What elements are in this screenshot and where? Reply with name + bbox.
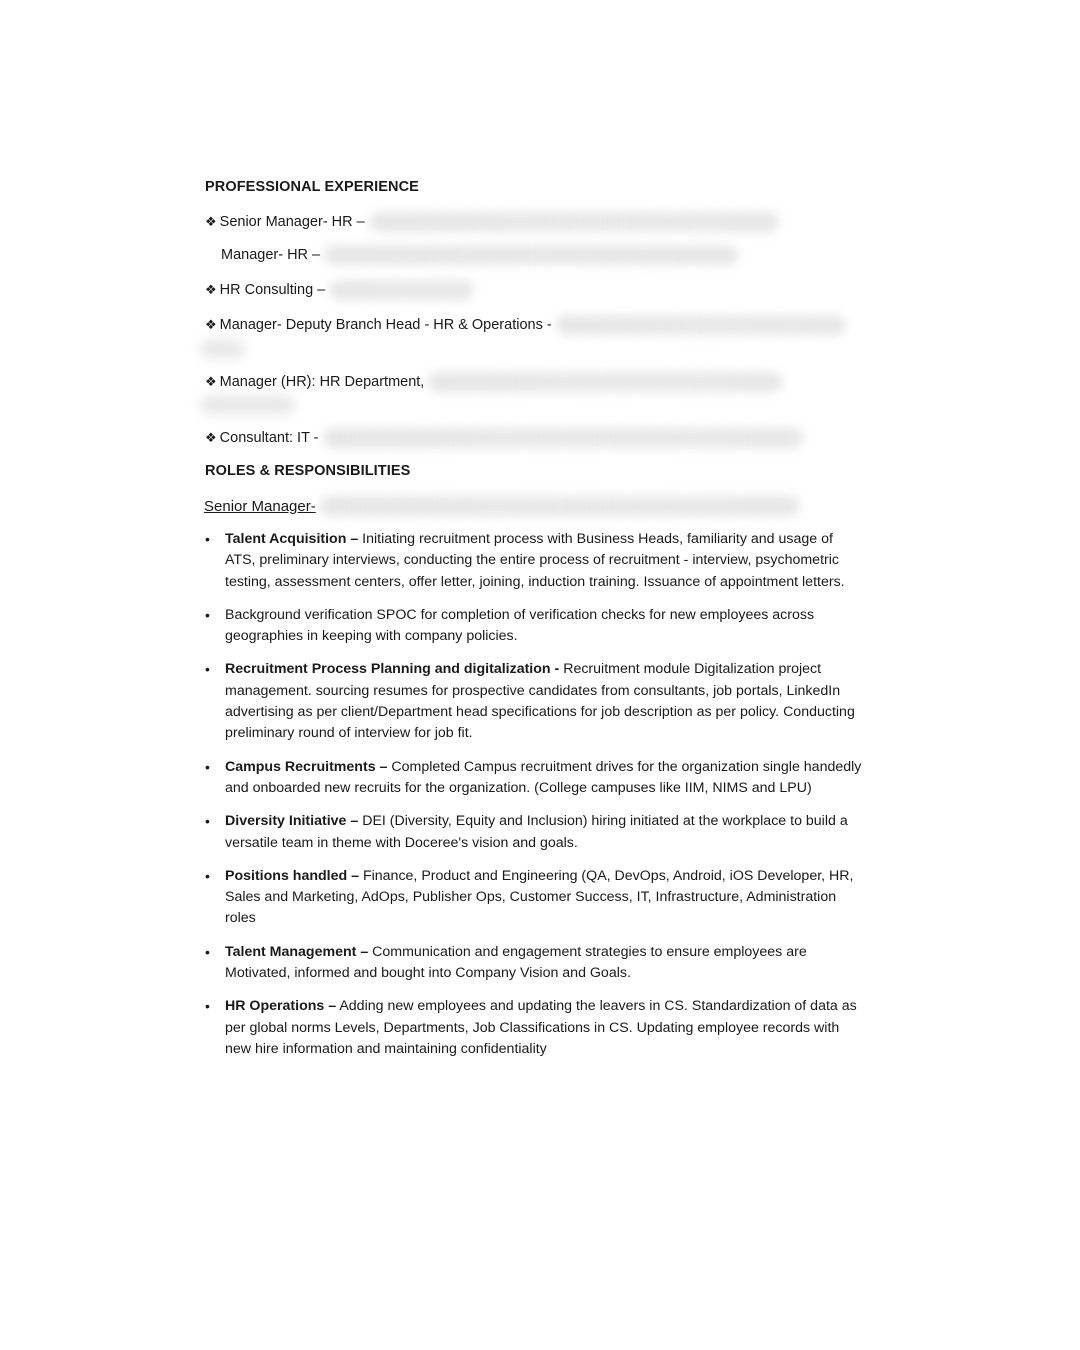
redacted-text — [369, 212, 779, 232]
redacted-text — [320, 496, 800, 516]
redacted-text — [200, 396, 295, 414]
redacted-text — [200, 340, 245, 358]
item-text: Recruitment module Digitalization project management. sourcing resumes for prospective candidates from consultants, job portals, LinkedIn advertising as per client/Department head specifications for job description as per policy. Conducting preliminary round of interview for job fit. — [225, 661, 855, 742]
item-text: DEI (Diversity, Equity and Inclusion) hiring initiated at the workplace to build a versatile team in theme with Doceree's vision and goals. — [225, 813, 848, 851]
professional-experience-heading: PROFESSIONAL EXPERIENCE — [205, 179, 419, 195]
item-text: Completed Campus recruitment drives for the organization single handedly and onboarded new recruits for the organization. (College campuses like IIM, NIMS and LPU) — [225, 758, 862, 796]
experience-text: HR Consulting – — [219, 282, 326, 298]
list-item — [205, 942, 865, 985]
item-title: Positions handled – — [225, 867, 360, 884]
diamond-bullet-icon: ❖ — [205, 214, 217, 229]
redacted-text — [329, 280, 474, 300]
item-text: Finance, Product and Engineering (QA, DevOps, Android, iOS Developer, HR, Sales and Marketing, AdOps, Publisher Ops, Customer Success, IT, Infrastructure, Administration roles — [225, 867, 854, 927]
experience-item — [205, 315, 846, 335]
item-title: Talent Management – — [225, 943, 369, 960]
list-item — [205, 659, 865, 744]
redacted-text — [556, 315, 846, 335]
list-item — [205, 866, 865, 930]
experience-item — [205, 280, 474, 300]
list-item — [205, 811, 865, 854]
experience-text: Manager (HR): HR Department, — [219, 374, 425, 390]
item-title: Recruitment Process Planning and digitalization - — [225, 661, 560, 678]
list-item — [205, 605, 865, 648]
list-item — [205, 757, 865, 800]
item-title: HR Operations – — [225, 998, 337, 1015]
redacted-text — [323, 428, 803, 448]
item-text: Initiating recruitment process with Business Heads, familiarity and usage of ATS, preliminary interviews, conducting the entire process of recruitment - interview, psychometric testing, assessment centers, offer letter, joining, induction training. Issuance of appointment letters. — [225, 531, 845, 590]
item-title: Campus Recruitments – — [225, 758, 388, 775]
item-text: Communication and engagement strategies to ensure employees are Motivated, informed and bought into Company Vision and Goals. — [225, 943, 807, 982]
roles-responsibilities-heading: ROLES & RESPONSIBILITIES — [205, 463, 411, 479]
experience-item — [221, 245, 739, 265]
list-item — [205, 529, 865, 593]
diamond-bullet-icon: ❖ — [205, 374, 217, 389]
experience-item — [205, 428, 803, 448]
experience-text: Manager- HR – — [221, 247, 321, 263]
diamond-bullet-icon: ❖ — [205, 317, 217, 332]
experience-text: Consultant: IT - — [219, 430, 319, 446]
experience-text: Manager- Deputy Branch Head - HR & Operations - — [219, 317, 552, 333]
diamond-bullet-icon: ❖ — [205, 430, 217, 445]
redacted-text — [324, 245, 739, 265]
item-title: Diversity Initiative – — [225, 813, 359, 830]
item-title: Talent Acquisition – — [225, 531, 359, 547]
item-text: Background verification SPOC for completion of verification checks for new employees across geographies in keeping with company policies. — [225, 606, 815, 645]
diamond-bullet-icon: ❖ — [205, 282, 217, 297]
role-title-text: Senior Manager- — [204, 497, 316, 515]
responsibilities-list — [205, 529, 865, 1072]
experience-item — [205, 212, 779, 232]
experience-item — [205, 372, 783, 392]
redacted-text — [428, 372, 783, 392]
experience-text: Senior Manager- HR – — [219, 214, 365, 230]
role-title — [204, 496, 800, 516]
item-text: Adding new employees and updating the leavers in CS. Standardization of data as per global norms Levels, Departments, Job Classifications in CS. Updating employee records with new hire information and maintaining confidentiality — [225, 998, 857, 1057]
list-item — [205, 996, 865, 1060]
